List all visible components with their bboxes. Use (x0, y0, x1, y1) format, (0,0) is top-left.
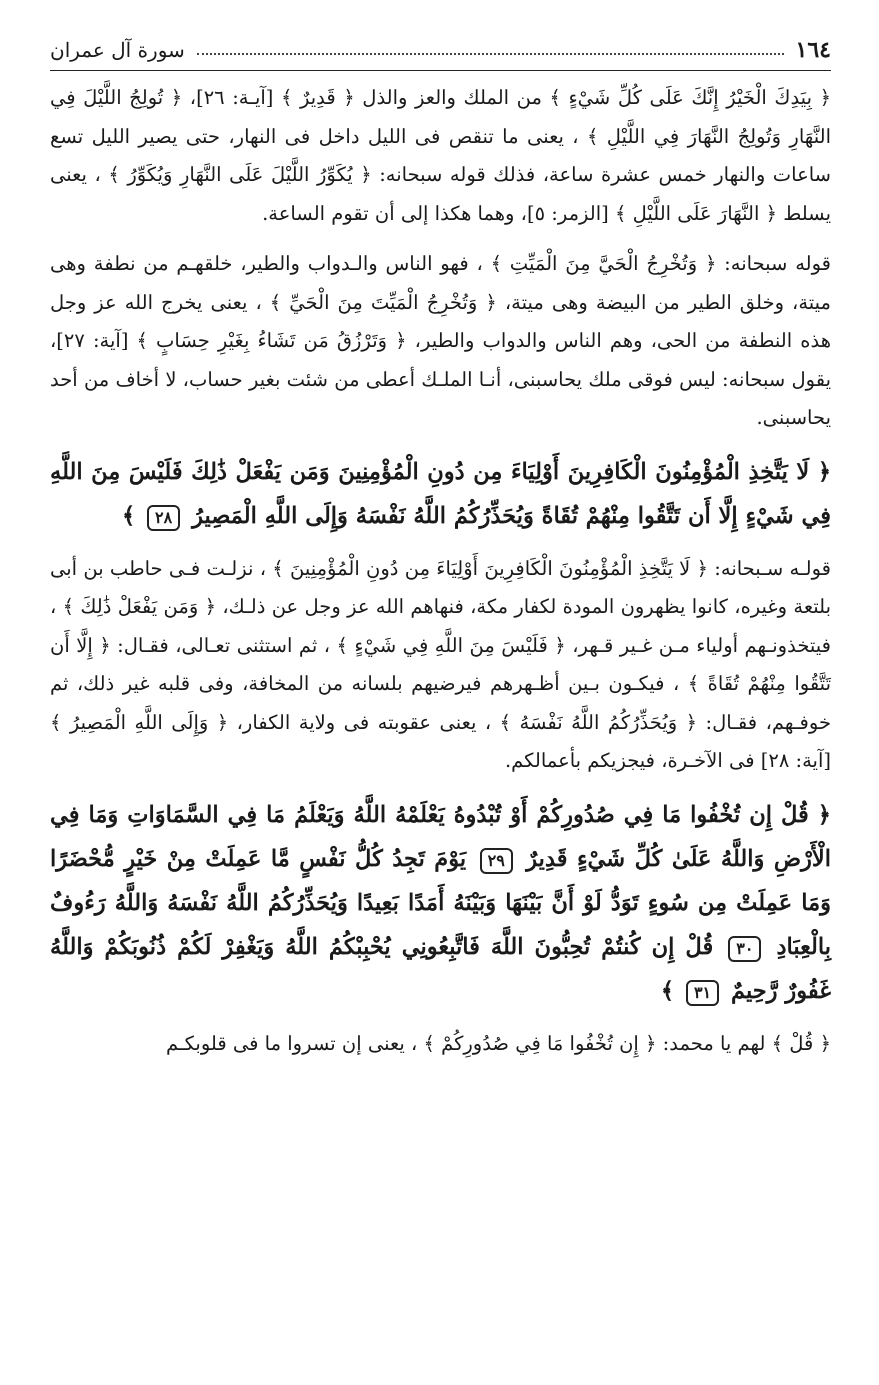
surah-title: سورة آل عمران (50, 38, 185, 62)
quran-verse-31-text: قُلْ إِن كُنتُمْ تُحِبُّونَ اللَّهَ فَاتَّبِعُونِي يُحْبِبْكُمُ اللَّهُ وَيَغْفِرْ لَكُمْ ذُنُوبَكُمْ وَاللَّهُ غَفُورٌ رَّحِيمٌ (50, 933, 831, 1004)
page-number: ١٦٤ (795, 37, 831, 63)
quran-verse-28: ﴿ لَا يَتَّخِذِ الْمُؤْمِنُونَ الْكَافِرِينَ أَوْلِيَاءَ مِن دُونِ الْمُؤْمِنِينَ وَمَن يَفْعَلْ ذَٰلِكَ فَلَيْسَ مِنَ اللَّهِ فِي شَيْءٍ إِلَّا أَن تَتَّقُوا مِنْهُمْ تُقَاةً وَيُحَذِّرُكُمُ اللَّهُ نَفْسَهُ وَإِلَى اللَّهِ الْمَصِيرُ ٢٨ ﴾ (50, 458, 831, 529)
quran-verse-29-text: ﴿ قُلْ إِن تُخْفُوا مَا فِي صُدُورِكُمْ أَوْ تُبْدُوهُ يَعْلَمْهُ اللَّهُ وَيَعْلَمُ مَا فِي السَّمَاوَاتِ وَمَا فِي الْأَرْضِ وَاللَّهُ عَلَىٰ كُلِّ شَيْءٍ قَدِيرٌ (50, 801, 831, 872)
ayah-number-28: ٢٨ (147, 505, 180, 531)
ayah-number-29: ٢٩ (480, 848, 513, 874)
header-dotted-leader (197, 53, 784, 55)
quran-verse-text: ﴿ لَا يَتَّخِذِ الْمُؤْمِنُونَ الْكَافِرِينَ أَوْلِيَاءَ مِن دُونِ الْمُؤْمِنِينَ وَمَن يَفْعَلْ ذَٰلِكَ فَلَيْسَ مِنَ اللَّهِ فِي شَيْءٍ إِلَّا أَن تَتَّقُوا مِنْهُمْ تُقَاةً وَيُحَذِّرُكُمُ اللَّهُ نَفْسَهُ وَإِلَى اللَّهِ الْمَصِيرُ (50, 458, 831, 529)
commentary-paragraph-3: قولـه سـبحانه: ﴿ لَا يَتَّخِذِ الْمُؤْمِنُونَ الْكَافِرِينَ أَوْلِيَاءَ مِن دُونِ الْمُؤْمِنِينَ ﴾ ، نزلـت فـى حاطب بن أبى بلتعة وغيره، كانوا يظهرون المودة لكفار مكة، فنهاهم الله عز وجل عن ذلـك، ﴿ وَمَن يَفْعَلْ ذَٰلِكَ ﴾ ، فيتخذونـهم أولياء مـن غـير قـهر، ﴿ فَلَيْسَ مِنَ اللَّهِ فِي شَيْءٍ ﴾ ، ثم استثنى تعـالى، فقـال: ﴿ إِلَّا أَن تَتَّقُوا مِنْهُمْ تُقَاةً ﴾ ، فيكـون بـين أظـهرهم فيرضيهم بلسانه من المخافة، وفى قلبه غير ذلك، ثم خوفـهم، فقـال: ﴿ وَيُحَذِّرُكُمُ اللَّهُ نَفْسَهُ ﴾ ، يعنى عقوبته فى ولاية الكفار، ﴿ وَإِلَى اللَّهِ الْمَصِيرُ ﴾ [آية: ٢٨] فى الآخـرة، فيجزيكم بأعمالكم. (50, 556, 831, 772)
quran-verse-30-text: يَوْمَ تَجِدُ كُلُّ نَفْسٍ مَّا عَمِلَتْ مِنْ خَيْرٍ مُّحْضَرًا وَمَا عَمِلَتْ مِن سُوءٍ تَوَدُّ لَوْ أَنَّ بَيْنَهَا وَبَيْنَهُ أَمَدًا بَعِيدًا وَيُحَذِّرُكُمُ اللَّهُ نَفْسَهُ وَاللَّهُ رَءُوفٌ بِالْعِبَادِ (50, 845, 831, 960)
commentary-paragraph-1: ﴿ بِيَدِكَ الْخَيْرُ إِنَّكَ عَلَى كُلِّ شَيْءٍ ﴾ من الملك والعز والذل ﴿ قَدِيرٌ ﴾ [آيـة: ٢٦]، ﴿ تُولِجُ اللَّيْلَ فِي النَّهَارِ وَتُولِجُ النَّهَارَ فِي اللَّيْلِ ﴾ ، يعنى ما تنقص فى الليل داخل فى النهار، حتى يصير الليل تسع ساعات والنهار خمس عشرة ساعة، فذلك قوله سبحانه: ﴿ يُكَوِّرُ اللَّيْلَ عَلَى النَّهَارِ وَيُكَوِّرُ ﴾ ، يعنى يسلط ﴿ النَّهَارَ عَلَى اللَّيْلِ ﴾ [الزمر: ٥]، وهما هكذا إلى أن تقوم الساعة. (50, 86, 831, 225)
commentary-paragraph-2: قوله سبحانه: ﴿ وَتُخْرِجُ الْحَيَّ مِنَ الْمَيِّتِ ﴾ ، فهو الناس والـدواب والطير، خلقهـم من نطفة وهى ميتة، وخلق الطير من البيضة وهى ميتة، ﴿ وَتُخْرِجُ الْمَيِّتَ مِنَ الْحَيِّ ﴾ ، يعنى يخرج الله عز وجل هذه النطفة من الحى، وهم الناس والدواب والطير، ﴿ وَتَرْزُقُ مَن تَشَاءُ بِغَيْرِ حِسَابٍ ﴾ [آية: ٢٧]، يقول سبحانه: ليس فوقى ملك يحاسبنى، أنـا الملـك أعطى من شئت بغير حساب، لا أخاف من أحد يحاسبنى. (50, 252, 831, 429)
ayah-number-31: ٣١ (686, 980, 719, 1006)
page-header (50, 30, 831, 71)
ayah-number-30: ٣٠ (728, 936, 761, 962)
quran-verses-29-31: ﴿ قُلْ إِن تُخْفُوا مَا فِي صُدُورِكُمْ أَوْ تُبْدُوهُ يَعْلَمْهُ اللَّهُ وَيَعْلَمُ مَا فِي السَّمَاوَاتِ وَمَا فِي الْأَرْضِ وَاللَّهُ عَلَىٰ كُلِّ شَيْءٍ قَدِيرٌ ٢٩ يَوْمَ تَجِدُ كُلُّ نَفْسٍ مَّا عَمِلَتْ مِنْ خَيْرٍ مُّحْضَرًا وَمَا عَمِلَتْ مِن سُوءٍ تَوَدُّ لَوْ أَنَّ بَيْنَهَا وَبَيْنَهُ أَمَدًا بَعِيدًا وَيُحَذِّرُكُمُ اللَّهُ نَفْسَهُ وَاللَّهُ رَءُوفٌ بِالْعِبَادِ ٣٠ قُلْ إِن كُنتُمْ تُحِبُّونَ اللَّهَ فَاتَّبِعُونِي يُحْبِبْكُمُ اللَّهُ وَيَغْفِرْ لَكُمْ ذُنُوبَكُمْ وَاللَّهُ غَفُورٌ رَّحِيمٌ ٣١ ﴾ (50, 801, 831, 1004)
commentary-paragraph-4: ﴿ قُلْ ﴾ لهم يا محمد: ﴿ إِن تُخْفُوا مَا فِي صُدُورِكُمْ ﴾ ، يعنى إن تسروا ما فى قلوبكـم (165, 1031, 831, 1055)
